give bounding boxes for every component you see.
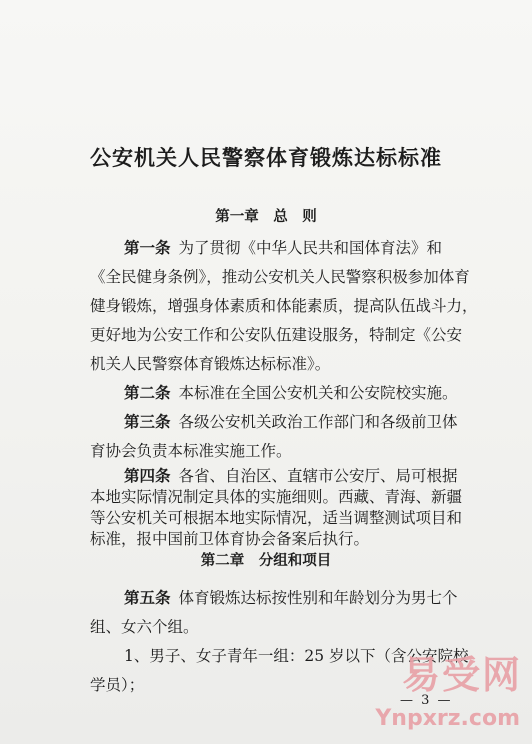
article-1-text-1: 为了贯彻《中华人民共和国体育法》和 xyxy=(178,239,443,257)
item-1-line-1: 1、男子、女子青年一组：25 岁以下（含公安院校 xyxy=(124,647,469,665)
watermark-url: Ynpxrz.com xyxy=(375,706,520,731)
watermark-logo: 易受网 xyxy=(401,653,522,697)
article-1-label: 第一条 xyxy=(124,239,171,257)
article-5-line-2: 组、女六个组。 xyxy=(90,618,199,636)
article-2-line-1 xyxy=(124,381,504,403)
article-4-line-4: 标准，报中国前卫体育协会备案后执行。 xyxy=(90,530,370,548)
article-2-text: 本标准在全国公安机关和公安院校实施。 xyxy=(178,384,458,402)
article-4-line-2: 本地实际情况制定具体的实施细则。西藏、青海、新疆 xyxy=(90,488,463,506)
article-1-line-1 xyxy=(124,236,504,258)
article-5-label: 第五条 xyxy=(124,589,171,607)
article-1-line-5: 机关人民警察体育锻炼达标标准》。 xyxy=(90,355,331,373)
article-3-label: 第三条 xyxy=(124,413,171,431)
article-3-text-1: 各级公安机关政治工作部门和各级前卫体 xyxy=(178,413,458,431)
article-4-label: 第四条 xyxy=(124,467,171,485)
article-4-line-1 xyxy=(124,464,504,486)
item-1-line-2: 学员）； xyxy=(90,676,145,694)
chapter-1-heading: 第一章 总 则 xyxy=(215,209,317,225)
article-4-text-1: 各省、自治区、直辖市公安厅、局可根据 xyxy=(178,467,458,485)
article-4-line-3: 等公安机关可根据本地实际情况，适当调整测试项目和 xyxy=(90,509,463,527)
document-title: 公安机关人民警察体育锻炼达标标准 xyxy=(90,146,442,170)
article-1-line-3: 健身锻炼，增强身体素质和体能素质，提高队伍战斗力， xyxy=(90,297,478,315)
article-5-text-1: 体育锻炼达标按性别和年龄划分为男七个 xyxy=(178,589,458,607)
article-3-line-2: 育协会负责本标准实施工作。 xyxy=(90,442,292,460)
chapter-2-heading: 第二章 分组和项目 xyxy=(200,553,332,569)
article-2-label: 第二条 xyxy=(124,384,171,402)
article-1-line-4: 更好地为公安工作和公安队伍建设服务，特制定《公安 xyxy=(90,326,463,344)
article-5-line-1 xyxy=(124,586,504,608)
article-3-line-1 xyxy=(124,410,504,432)
article-1-line-2: 《全民健身条例》，推动公安机关人民警察积极参加体育 xyxy=(90,268,470,286)
page-number: — 3 — xyxy=(400,693,453,708)
